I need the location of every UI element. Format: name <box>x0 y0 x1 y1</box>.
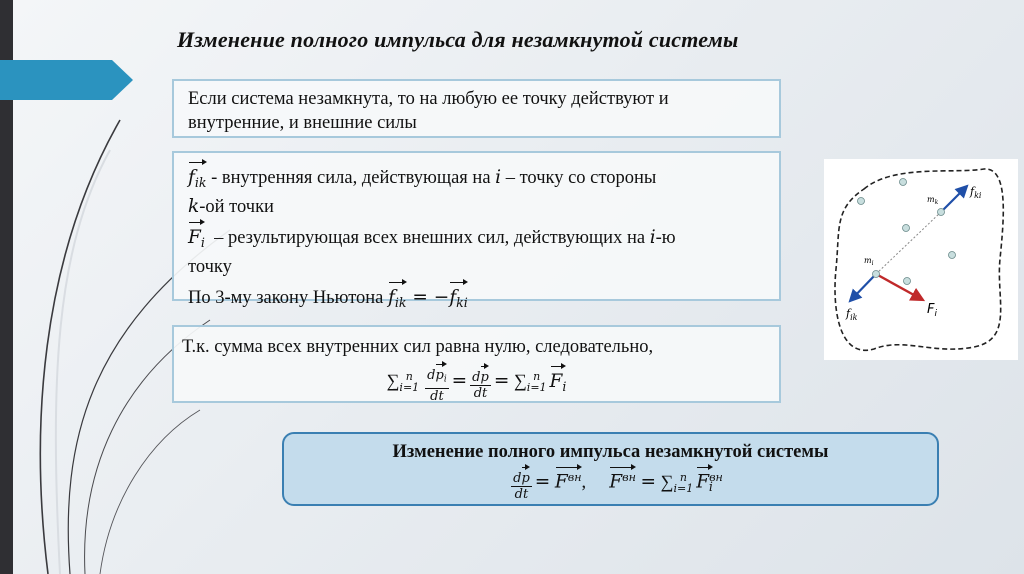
equals: = <box>451 370 468 392</box>
definition-text: – результирующая всех внешних сил, действующих на <box>204 227 650 248</box>
system-diagram <box>824 159 1018 360</box>
variable-i: i <box>495 167 502 188</box>
external-force-definition <box>188 219 771 255</box>
sum-limits: n i=1 <box>526 370 547 395</box>
sum-symbol: ∑ <box>386 370 400 391</box>
intro-line-1 <box>188 87 771 111</box>
label-mi: $m_i$ <box>864 256 874 267</box>
sum-symbol: ∑ <box>513 370 527 391</box>
vector-F-i-ext: $F^{вн}_i$ <box>696 464 713 494</box>
vector-F-ext: $F^{вн}$ <box>609 464 636 493</box>
fraction-dp-i-dt: $\frac{dp_i}{dt}$ <box>425 361 448 404</box>
internal-force-arrow-fki <box>941 186 967 212</box>
internal-force-arrow-fik <box>850 274 876 301</box>
equals: = <box>493 370 510 392</box>
external-force-definition-cont: точку <box>188 256 232 277</box>
material-points <box>858 179 956 285</box>
vector-f-ki: $f_{ki}$ <box>449 279 468 315</box>
sum-limits: n i=1 <box>673 471 694 496</box>
vector-f-ik: $f_{ik}$ <box>388 279 407 315</box>
sum-limits: n i=1 <box>399 370 420 395</box>
vector-F-i: $F_i$ <box>550 363 567 399</box>
definition-text: - внутренняя сила, действующая на <box>206 168 496 188</box>
derivation-text: Т.к. сумма всех внутренних сил равна нулю, следовательно, <box>182 337 654 357</box>
result-formula <box>284 464 937 502</box>
result-highlight-box <box>282 432 939 506</box>
newton-third-law <box>188 279 771 315</box>
fraction-dp-dt: $\frac{dp}{dt}$ <box>511 464 532 502</box>
definitions-box <box>172 151 781 310</box>
internal-force-definition-cont <box>188 195 771 219</box>
label-mk: $m_k$ <box>927 195 939 206</box>
intro-line-2: внутренние, и внешние силы <box>188 113 417 133</box>
intro-text-line-1: Если система незамкнута, то на любую ее точку действуют и <box>188 89 669 109</box>
sum-symbol: ∑ <box>660 471 674 492</box>
fraction-dp-dt: $\frac{dp}{dt}$ <box>470 363 491 401</box>
definition-text: -ой точки <box>199 196 274 217</box>
variable-k: k <box>188 195 200 217</box>
result-heading: Изменение полного импульса незамкнутой системы <box>392 442 829 462</box>
vector-F-ext: $F^{вн}$ <box>555 464 582 493</box>
label-fik: $f_{ik}$ <box>846 307 858 322</box>
vector-f-ik: $f_{ik}$ <box>188 159 207 195</box>
definition-text: -ю <box>655 227 676 248</box>
slide-title: Изменение полного импульса для незамкнутой системы <box>177 27 739 52</box>
equals-minus: = − <box>406 286 450 308</box>
intro-text-box <box>172 79 781 138</box>
vector-F-i: $F_i$ <box>188 219 205 255</box>
variable-i: i <box>649 226 656 248</box>
connecting-line <box>876 212 941 274</box>
comma: , <box>581 472 587 493</box>
sum-derivation-box <box>172 325 781 403</box>
accent-arrow-tab <box>0 60 133 100</box>
internal-force-definition <box>188 159 771 195</box>
label-Fi: $F_i$ <box>927 302 937 319</box>
newton-law-text: По 3-му закону Ньютона <box>188 287 389 308</box>
label-fki: $f_{ki}$ <box>970 185 982 200</box>
sum-equation <box>182 361 771 404</box>
equals: = <box>640 471 657 493</box>
equals: = <box>534 471 551 493</box>
system-diagram-svg <box>824 159 1018 360</box>
external-force-arrow-Fi <box>876 274 923 300</box>
definition-text: – точку со стороны <box>501 168 657 188</box>
